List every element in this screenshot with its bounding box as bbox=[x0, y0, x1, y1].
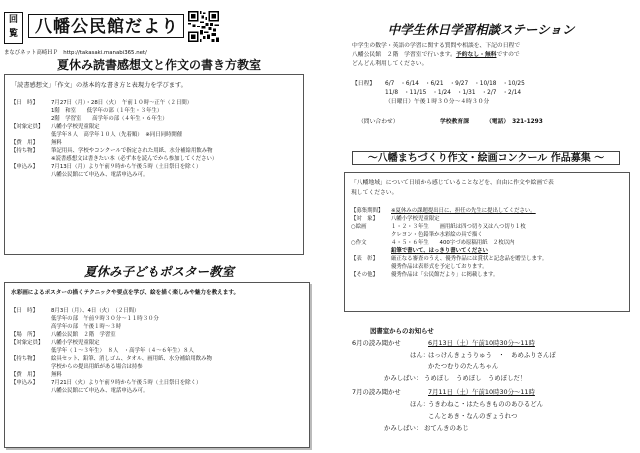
newsletter-title: 八幡公民館だより bbox=[28, 14, 184, 38]
study-dates-2: 11/8 ・11/15 ・1/24 ・1/31 ・2/7 ・2/14 bbox=[385, 90, 522, 96]
june-kami-label: かみしばい： bbox=[384, 374, 423, 382]
table-row: 【対象定員】 八幡小学校児童限定 低学年（１～３年生） ８人 ・高学年（４～６年生）８人 bbox=[11, 340, 194, 354]
essay-intro: 「読書感想文」「作文」の基本的な書き方と表現力を学びます。 bbox=[11, 82, 187, 89]
june-ehon-1: はっけんきょうりゅう ・ あめふりさんぽ bbox=[428, 351, 556, 359]
table-row: 【費 用】 無料 bbox=[11, 372, 62, 378]
table-row: 【日 時】 7月27日（月）・28日（火） 午前１０時～正午（２日間） 1階 和室 低学年の部（１年生・３年生） 2階 学習室 高学年の部（４年生・６年生） bbox=[11, 100, 193, 122]
table-row: 【費 用】 無料 bbox=[11, 140, 62, 146]
site-url: まなびネット高崎ＨＰ http://takasaki.manabi365.net/ bbox=[4, 50, 147, 56]
july-kami: おてんきのあじ bbox=[424, 424, 469, 432]
table-row: 【場 所】 八幡公民館 ２階 学習室 bbox=[11, 332, 116, 338]
study-intro-2: 八幡公民館 ２階 学習室で行います。予約なし・無料ですので bbox=[352, 52, 520, 58]
table-row: 【表 彰】 厳正なる審査のうえ、優秀作品には賞状と記念品を贈呈します。 優秀作品は表彰式を予定しております。 bbox=[351, 256, 548, 270]
table-row: ○作文 ４・５・６年生 400字づめ原稿用紙 ２枚以内 鉛筆で書いて、はっきり書いてください bbox=[351, 240, 515, 254]
july-ehon-label: ほん： bbox=[410, 400, 430, 408]
study-dates-key: 【日程】 bbox=[352, 81, 376, 87]
essay-table bbox=[11, 99, 217, 179]
june-label: 6月の読み聞かせ bbox=[352, 339, 401, 347]
july-kami-label: かみしばい： bbox=[384, 424, 423, 432]
contest-intro-2: 現してください。 bbox=[351, 190, 398, 196]
poster-table bbox=[11, 307, 212, 395]
july-ehon-2: こんとあき・なんのぎょうれつ bbox=[428, 412, 518, 420]
essay-box bbox=[4, 74, 304, 255]
contest-box bbox=[344, 172, 630, 312]
table-row: 【申込み】 7月21日（火）より午前９時から午後５時（土日祭日を除く） 八幡公民館にて申込み、電話申込み可。 bbox=[11, 380, 202, 394]
contest-title: ～八幡まちづくり作文・絵画コンクール 作品募集 ～ bbox=[352, 151, 620, 165]
table-row: 【対象定員】 八幡小学校児童限定 低学年８人 高学年１０人（先着順） ※同日同時開催 bbox=[11, 124, 183, 138]
table-row: 【持ち物】 筆記用具、学校やコンクールで指定された用紙、水分補給用飲み物 ※読書感想文は書きたい本（必ず本を読んでから参加してください） bbox=[11, 148, 218, 162]
contest-intro-1: 「八幡地域」について日頃から感じていることなどを、自由に作文や絵画で表 bbox=[351, 180, 554, 186]
essay-title: 夏休み読書感想文と作文の書き方教室 bbox=[56, 58, 261, 72]
library-title: 図書室からのお知らせ bbox=[370, 327, 434, 335]
table-row: 【日 時】 8月3日（月）、4日（火） （２日間） 低学年の部 午前９時３０分～１１時３０分 高学年の部 午後１時～３時 bbox=[11, 308, 159, 330]
study-intro-1: 中学生の数学・英語の学習に関する質問や相談を、下記の日程で bbox=[352, 43, 521, 49]
table-row: 【申込み】 7月13日（月）より午前９時から午後５時（土日祭日を除く） 八幡公民館にて申込み、電話申込み可。 bbox=[11, 164, 202, 178]
table-row: ○絵画 １・２・３年生 画用紙は四つ切り又は八つ切り１枚 クレヨン・色鉛筆か水彩絵の具で描く bbox=[351, 224, 526, 238]
june-date: 6月13日（土）午前10時30分～11時 bbox=[428, 339, 535, 347]
table-row: 【対 象】 八幡小学校児童限定 bbox=[351, 216, 440, 222]
june-kami: うめぼし うめぼし うめぼしだ！ bbox=[424, 374, 527, 382]
july-ehon-1: うきわねこ・はたらきもののあひるどん bbox=[428, 400, 544, 408]
study-contact-key: （問い合わせ） bbox=[358, 119, 399, 125]
june-ehon-label: はん： bbox=[410, 351, 430, 359]
study-dates-3: （日曜日）午後１時３０分～４時３０分 bbox=[385, 99, 490, 105]
study-dates-1: 6/7 ・6/14 ・6/21 ・9/27 ・10/18 ・10/25 bbox=[385, 81, 525, 87]
study-intro-3: どんどん利用してください。 bbox=[352, 61, 428, 67]
table-row: 【その他】 優秀作品は「公民館だより」に掲載します。 bbox=[351, 272, 499, 278]
july-label: 7月の読み聞かせ bbox=[352, 388, 401, 396]
qr-code-icon bbox=[188, 11, 219, 42]
study-title: 中学生休日学習相談ステーション bbox=[387, 22, 575, 37]
poster-title: 夏休み子どもポスター教室 bbox=[83, 264, 234, 279]
table-row: 【募集期間】 ※夏休みの課題提出日に、担任の先生に提出してください。 bbox=[351, 208, 536, 214]
kairan-badge: 回 覧 bbox=[4, 12, 23, 44]
poster-box bbox=[4, 282, 310, 448]
june-ehon-2: かたつむりのたんちゃん bbox=[428, 362, 499, 370]
table-row: 【持ち物】 絵具セット、鉛筆、消しゴム、タオル、画用紙、水分補給用飲み物 学校からの提出用紙がある場合は持参 bbox=[11, 356, 212, 370]
poster-intro: 水彩画によるポスターの描くテクニックや要点を学び、絵を描く楽しみや魅力を教えます。 bbox=[11, 290, 240, 296]
contest-table bbox=[351, 207, 547, 279]
study-contact-tel: （電話） 321-1293 bbox=[486, 119, 543, 125]
july-date: 7月11日（土）午前10時30分～11時 bbox=[428, 388, 535, 396]
study-contact-org: 学校教育課 bbox=[440, 119, 469, 125]
